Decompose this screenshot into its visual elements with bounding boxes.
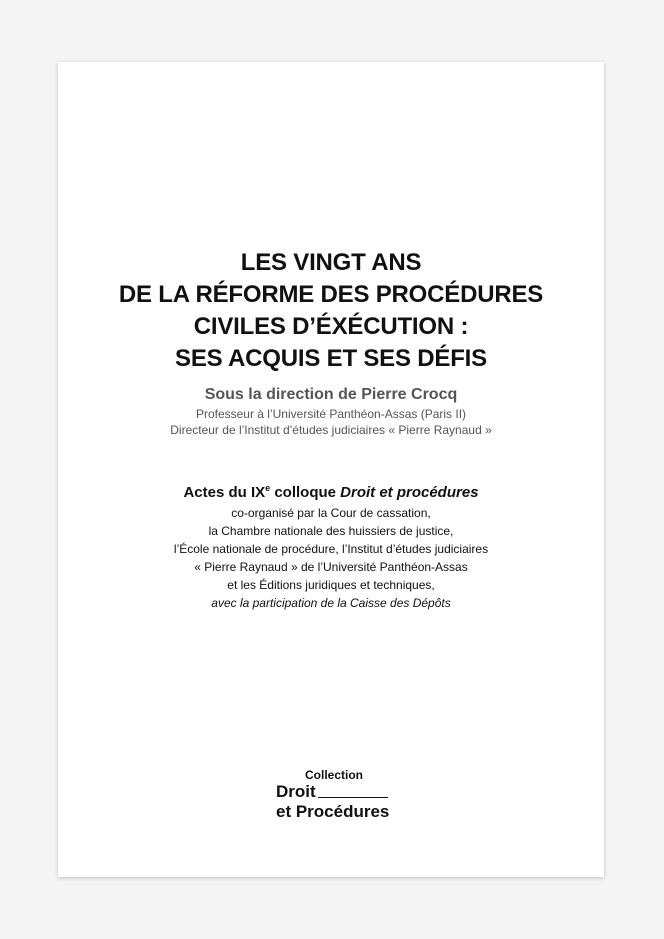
editor-name: Sous la direction de Pierre Crocq (204, 386, 458, 403)
logo-rule (318, 797, 388, 798)
proceedings-block (58, 482, 604, 612)
proceedings-title-middle: colloque (270, 484, 341, 501)
proceedings-title-italic: Droit et procédures (340, 484, 479, 501)
document-page (58, 62, 604, 877)
collection-label: Collection (305, 768, 364, 782)
proceedings-line: « Pierre Raynaud » de l’Université Panthéon-Assas (194, 560, 468, 574)
proceedings-title-sup: e (265, 483, 271, 493)
collection-name-line-1: Droit (276, 782, 316, 801)
editor-affiliation-2: Directeur de l’Institut d’études judiciaires « Pierre Raynaud » (170, 423, 492, 437)
collection-logo (276, 768, 396, 822)
title-line-3: CIVILES D’ÉXÉCUTION : (193, 313, 469, 340)
title-line-2: DE LA RÉFORME DES PROCÉDURES (118, 281, 544, 308)
proceedings-italic-line: avec la participation de la Caisse des Dépôts (211, 596, 451, 610)
proceedings-line: l’École nationale de procédure, l’Institut d’études judiciaires (173, 542, 489, 556)
proceedings-line: et les Éditions juridiques et techniques, (227, 578, 435, 592)
proceedings-title-prefix: Actes du IX (183, 484, 266, 501)
collection-logo-row-1 (276, 782, 396, 802)
title-line-1: LES VINGT ANS (240, 249, 422, 276)
title-line-4: SES ACQUIS ET SES DÉFIS (175, 345, 487, 372)
editor-block (58, 384, 604, 438)
editor-affiliation-1: Professeur à l’Université Panthéon-Assas (Paris II) (195, 407, 467, 421)
proceedings-title (58, 482, 604, 504)
collection-name-line-2: et Procédures (276, 802, 390, 821)
proceedings-line: co-organisé par la Cour de cassation, (231, 506, 431, 520)
proceedings-line: la Chambre nationale des huissiers de justice, (208, 524, 454, 538)
book-title (58, 247, 604, 375)
